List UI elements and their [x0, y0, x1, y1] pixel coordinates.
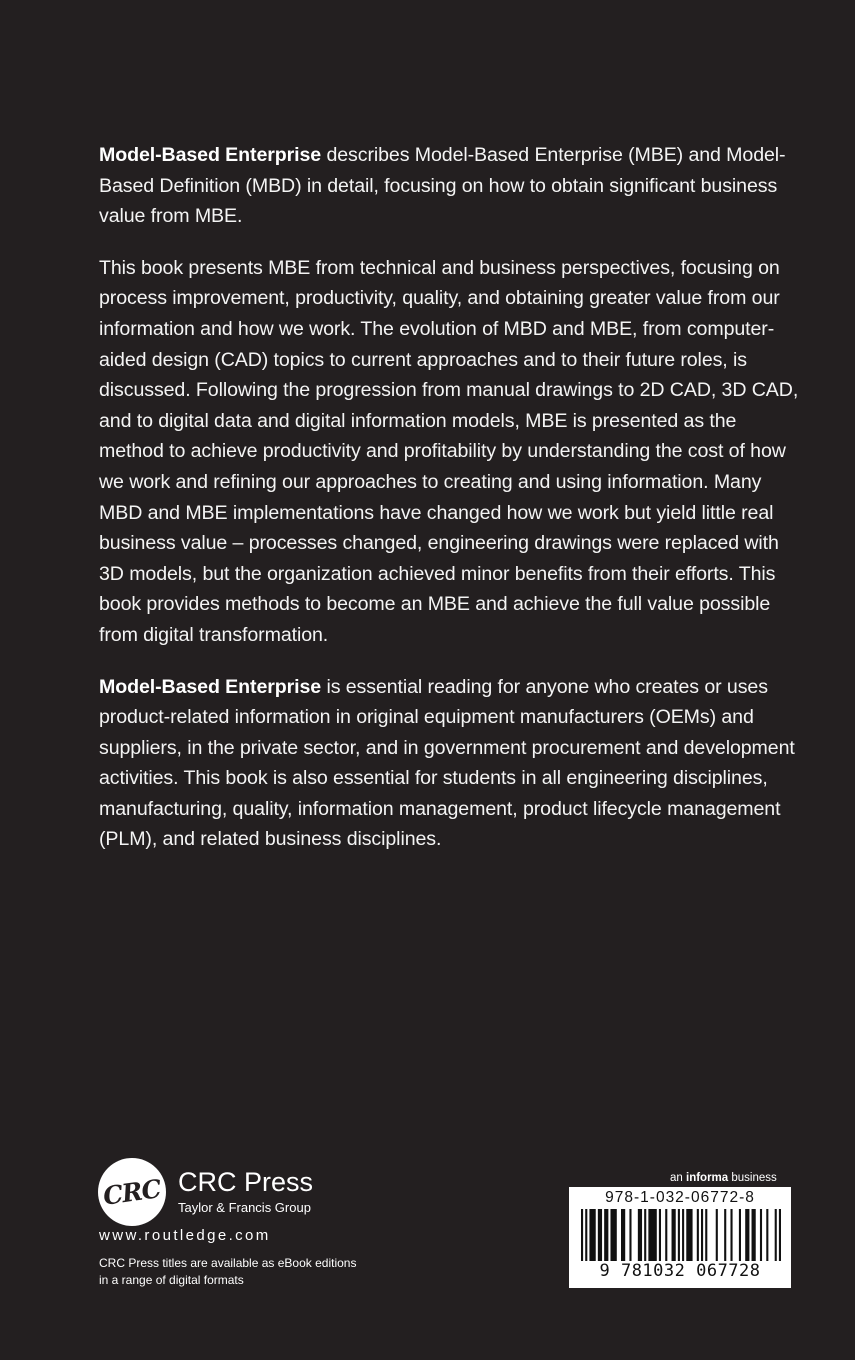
barcode-bar [610, 1209, 616, 1261]
isbn-barcode [569, 1187, 791, 1288]
book-title-bold: Model-Based Enterprise [99, 144, 322, 166]
barcode-bar [766, 1209, 768, 1261]
barcode-bar [644, 1209, 646, 1261]
barcode-bar [589, 1209, 595, 1261]
barcode-bar [621, 1209, 625, 1261]
ebook-note-line-1: CRC Press titles are available as eBook editions [99, 1256, 357, 1270]
barcode-bar [760, 1209, 762, 1261]
barcode-bar [701, 1209, 703, 1261]
barcode-bar [730, 1209, 732, 1261]
barcode-bar [678, 1209, 680, 1261]
barcode-bar [648, 1209, 656, 1261]
publisher-website: www.routledge.com [99, 1227, 271, 1244]
ebook-note [99, 1255, 356, 1289]
ebook-note-line-2: in a range of digital formats [99, 1273, 244, 1287]
book-title-bold: Model-Based Enterprise [99, 675, 322, 698]
barcode-bar [745, 1209, 749, 1261]
barcode-bar [638, 1209, 642, 1261]
informa-business-label [670, 1172, 777, 1184]
barcode-bar [604, 1209, 608, 1261]
barcode-bar [682, 1209, 684, 1261]
publisher-group: Taylor & Francis Group [178, 1200, 311, 1215]
barcode-bar [581, 1209, 583, 1261]
barcode-bar [705, 1209, 707, 1261]
isbn-number: 978-1-032-06772-8 [605, 1189, 755, 1206]
blurb-paragraph-1-text: describes Model-Based Enterprise (MBE) and Model-Based Definition (MBD) in detail, focusing on how to obtain significant business value from MBE. [99, 144, 786, 228]
barcode-bar [659, 1209, 661, 1261]
blurb-paragraph-3 [99, 672, 799, 856]
informa-suffix: business [728, 1172, 777, 1184]
informa-prefix: an [670, 1172, 686, 1184]
back-cover-blurb [99, 140, 799, 876]
publisher-name: CRC Press [178, 1167, 314, 1197]
ean-digits: 9 781032 067728 [599, 1261, 761, 1281]
barcode-bar [724, 1209, 726, 1261]
blurb-paragraph-2: This book presents MBE from technical and business perspectives, focusing on process improvement, productivity, quality, and obtaining greater value from our information and how we work. The evolution of MBD and MBE, from computer-aided design (CAD) topics to current approaches and to their future roles, is discussed. Following the progression from manual drawings to 2D CAD, 3D CAD, and to digital data and digital information models, MBE is presented as the method to achieve productivity and profitability by understanding the cost of how we work and refining our approaches to creating and using information. Many MBD and MBE implementations have changed how we work but yield little real business value – processes changed, engineering drawings were replaced with 3D models, but the organization achieved minor benefits from their efforts. This book provides methods to become an MBE and achieve the full value possible from digital transformation. [99, 256, 799, 646]
barcode-bar [697, 1209, 699, 1261]
informa-bold: informa [686, 1172, 729, 1184]
blurb-paragraph-3-text: is essential reading for anyone who creates or uses product-related information in original equipment manufacturers (OEMs) and suppliers, in the private sector, and in government procurement and development activities. This book is also essential for students in all engineering disciplines, manufacturing, quality, information management, product lifecycle management (PLM), and related business disciplines. [99, 675, 795, 851]
blurb-paragraph-1 [99, 140, 799, 232]
barcode-bar [672, 1209, 676, 1261]
barcode-bar [739, 1209, 741, 1261]
barcode-bar [629, 1209, 631, 1261]
crc-logo-text: CRC [101, 1173, 163, 1211]
barcode-bar [598, 1209, 602, 1261]
barcode-bar [716, 1209, 718, 1261]
barcode-bar [665, 1209, 667, 1261]
barcode-bar [775, 1209, 777, 1261]
barcode-bar [779, 1209, 781, 1261]
barcode-bar [585, 1209, 587, 1261]
barcode-bar [752, 1209, 756, 1261]
barcode-bar [686, 1209, 692, 1261]
crc-logo [98, 1158, 166, 1226]
